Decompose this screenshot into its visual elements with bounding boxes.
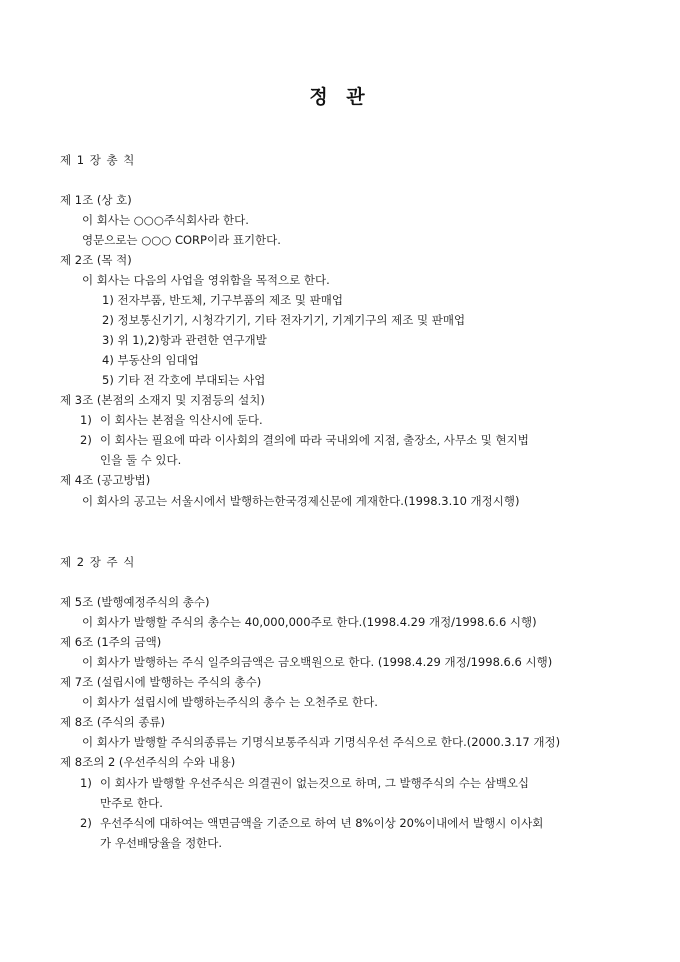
article-3-item-1	[80, 413, 615, 428]
article-4-line-1: 이 회사의 공고는 서울시에서 발행하는한국경제신문에 게재한다.(1998.3.10 개정시행)	[82, 494, 520, 508]
article-2-heading: 제 2조 (목 적)	[60, 253, 132, 267]
article-2-item-1: 1) 전자부품, 반도체, 기구부품의 제조 및 판매업	[102, 293, 344, 307]
article-3-item-1-number: 1)	[80, 413, 92, 427]
article-3-item-1-text: 이 회사는 본점을 익산시에 둔다.	[100, 413, 263, 427]
chapter-1-heading: 제 1 장 총 칙	[60, 153, 136, 167]
article-8-2-item-2-number: 2)	[80, 816, 92, 830]
article-2-item-3: 3) 위 1),2)항과 관련한 연구개발	[102, 333, 267, 347]
article-3-heading: 제 3조 (본점의 소재지 및 지점등의 설치)	[60, 393, 265, 407]
article-5-heading: 제 5조 (발행예정주식의 총수)	[60, 595, 210, 609]
article-8-2-item-2-text: 우선주식에 대하여는 액면금액을 기준으로 하여 년 8%이상 20%이내에서 발행시 이사회	[100, 816, 544, 830]
article-6-heading: 제 6조 (1주의 금액)	[60, 635, 162, 649]
article-6-line-1: 이 회사가 발행하는 주식 일주의금액은 금오백원으로 한다. (1998.4.29 개정/1998.6.6 시행)	[82, 655, 553, 669]
article-8-2-item-2-continuation: 가 우선배당율을 정한다.	[100, 836, 223, 850]
article-5-line-1: 이 회사가 발행할 주식의 총수는 40,000,000주로 한다.(1998.4.29 개정/1998.6.6 시행)	[82, 615, 537, 629]
article-8-2-heading: 제 8조의 2 (우선주식의 수와 내용)	[60, 755, 236, 769]
article-8-heading: 제 8조 (주식의 종류)	[60, 715, 166, 729]
article-3-item-2	[80, 433, 615, 448]
article-8-2-item-1	[80, 776, 615, 791]
article-2-item-2: 2) 정보통신기기, 시청각기기, 기타 전자기기, 기계기구의 제조 및 판매업	[102, 313, 466, 327]
article-8-2-item-1-continuation: 만주로 한다.	[100, 796, 163, 810]
article-7-heading: 제 7조 (설립시에 발행하는 주식의 총수)	[60, 675, 262, 689]
article-1-heading: 제 1조 (상 호)	[60, 193, 132, 207]
article-3-item-2-text: 이 회사는 필요에 따라 이사회의 결의에 따라 국내외에 지점, 출장소, 사무소 및 현지법	[100, 433, 529, 447]
article-2-intro: 이 회사는 다음의 사업을 영위함을 목적으로 한다.	[82, 273, 330, 287]
article-8-2-item-1-number: 1)	[80, 776, 92, 790]
page-title: 정 관	[309, 86, 371, 108]
article-4-heading: 제 4조 (공고방법)	[60, 473, 151, 487]
article-7-line-1: 이 회사가 설립시에 발행하는주식의 총수 는 오천주로 한다.	[82, 695, 378, 709]
article-1-line-1: 이 회사는 ○○○주식회사라 한다.	[82, 213, 249, 227]
article-3-item-2-continuation: 인을 둘 수 있다.	[100, 453, 182, 467]
article-8-2-item-2	[80, 816, 615, 831]
article-1-line-2: 영문으로는 ○○○ CORP이라 표기한다.	[82, 233, 281, 247]
article-2-item-4: 4) 부동산의 임대업	[102, 353, 199, 367]
article-8-2-item-1-text: 이 회사가 발행할 우선주식은 의결권이 없는것으로 하며, 그 발행주식의 수는 삼백오십	[100, 776, 530, 790]
article-2-item-5: 5) 기타 전 각호에 부대되는 사업	[102, 373, 266, 387]
article-3-item-2-number: 2)	[80, 433, 92, 447]
chapter-2-heading: 제 2 장 주 식	[60, 555, 136, 569]
article-8-line-1: 이 회사가 발행할 주식의종류는 기명식보통주식과 기명식우선 주식으로 한다.(2000.3.17 개정)	[82, 735, 561, 749]
